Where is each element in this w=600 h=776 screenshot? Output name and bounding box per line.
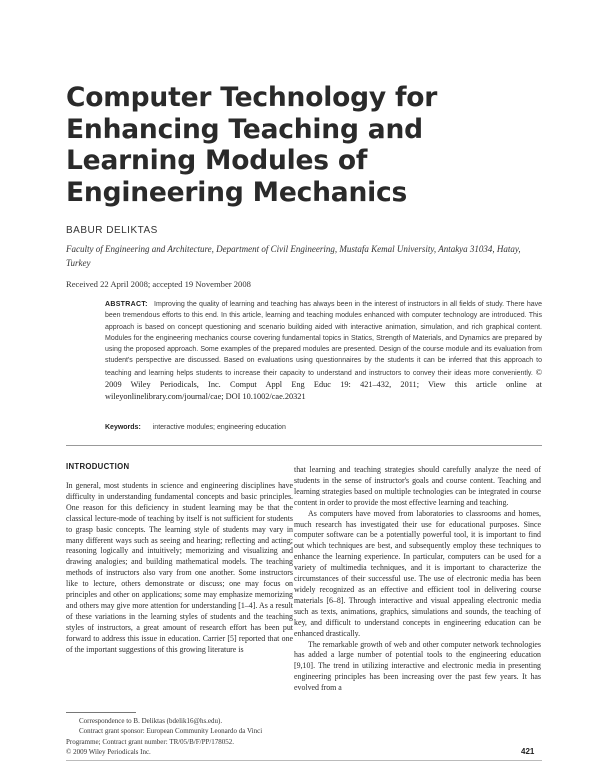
title-line: Learning Modules of — [66, 145, 368, 176]
page-number: 421 — [521, 747, 535, 756]
article-title — [66, 82, 536, 208]
left-column — [66, 481, 293, 656]
paragraph: that learning and teaching strategies should carefully analyze the need of students in the sense of instructor's goals and course content. Teaching and learning strategies based on multiple technologies can be integrated in course content in order to provide the most effective learning and teaching. — [294, 465, 541, 507]
paragraph: As computers have moved from laboratories to classrooms and homes, much research has investigated their use for educational purposes. Since computer software can be a potentially powerful tool, it is important to find out which techniques are best, and subsequently employ these techniques to enhance the learning experience. In particular, computers can be used for a variety of multimedia techniques, and it is important to characterize the circumstances of their successful use. The use of electronic media has been widely recognized as an effective and efficient tool in delivering course materials [6–8]. Through interactive and visual appealing electronic media such as texts, animations, graphics, simulations and sounds, the teaching of key, and difficult to understand concepts in engineering education can be enhanced drastically. — [294, 508, 541, 638]
abstract-text: Improving the quality of learning and teaching has always been in the interest of instructors in all fields of study. There have been tremendous efforts to this end. In this article, learning and teaching modules enhanced with computer technology are introduced. This approach is based on concept questioning and scenario building aided with interactive animation, simulation, and rich graphical content. Modules for the engineering mechanics course covering fundamental topics in Statics, Strength of Materials, and Dynamics are prepared by using the proposed approach. Some examples of the prepared modules are presented. Design of the course module and its evaluation from student's perspective are discussed. Based on evaluations using questionnaires by the students it can be inferred that this approach to teaching and learning helps students to increase their capacity to understand and instructors to convey their ideas more conveniently. — [105, 301, 542, 377]
author-affiliation: Faculty of Engineering and Architecture, Department of Civil Engineering, Mustafa Kemal University, Antakya 31034, Hatay, Turkey — [66, 244, 521, 268]
keywords-block — [105, 424, 286, 431]
bottom-divider — [66, 760, 542, 761]
abstract-citation: © 2009 Wiley Periodicals, Inc. Comput Appl Eng Educ 19: 421–432, 2011; View this article online at wileyonlinelibrary.com/journal/cae; DOI 10.1002/cae.20321 — [105, 367, 542, 402]
paragraph: In general, most students in science and engineering disciplines have difficulty in understanding fundamental concepts and basic principles. One reason for this deficiency in student learning may be that the classical lecture-mode of teaching by itself is not sufficient for students to grasp basic concepts. The learning style of students may vary in many different ways such as seeing and hearing; reflecting and acting; reasoning logically and intuitively; memorizing and visualizing and drawing analogies; and building mathematical models. The teaching methods of instructors also vary from one another. Some instructors like to lecture, others demonstrate or discuss; one may focus on principles and other on applications; some may emphasize memorizing and others may give more attention for understanding [1–4]. As a result of these variations in the learning styles of students and the teaching styles of instructors, a great amount of research effort has been put forward to address this issue in education. Carrier [5] reported that one of the important suggestions of this growing literature is — [66, 481, 293, 654]
title-line: Computer Technology for — [66, 82, 438, 113]
keywords-label: Keywords: — [105, 424, 141, 431]
footnotes-block — [66, 716, 293, 757]
paragraph: The remarkable growth of web and other computer network technologies has added a large number of potential tools to the engineering education [9,10]. The trend in utilizing interactive and electronic media in presenting engineering principles has been increasing over the past few years. It has evolved from a — [294, 639, 541, 693]
keywords-text: interactive modules; engineering education — [152, 424, 286, 431]
footnote-grant: Contract grant sponsor: European Community Leonardo da Vinci Programme; Contract grant number: TR/05/B/F/PP/178052. — [66, 727, 263, 746]
footnote-divider — [66, 712, 136, 713]
abstract-label: ABSTRACT: — [105, 301, 148, 308]
abstract-block — [105, 299, 542, 404]
section-divider — [66, 445, 542, 446]
footnote-correspondence: Correspondence to B. Deliktas (bdelik16@hs.edu). — [79, 717, 223, 725]
title-line: Engineering Mechanics — [66, 176, 408, 208]
received-dates: Received 22 April 2008; accepted 19 November 2008 — [66, 279, 251, 289]
footnote-copyright: © 2009 Wiley Periodicals Inc. — [66, 747, 151, 756]
author-name: BABUR DELIKTAS — [66, 225, 158, 236]
title-line: Enhancing Teaching and — [66, 113, 423, 145]
introduction-heading: INTRODUCTION — [66, 462, 130, 471]
right-column — [294, 465, 541, 694]
